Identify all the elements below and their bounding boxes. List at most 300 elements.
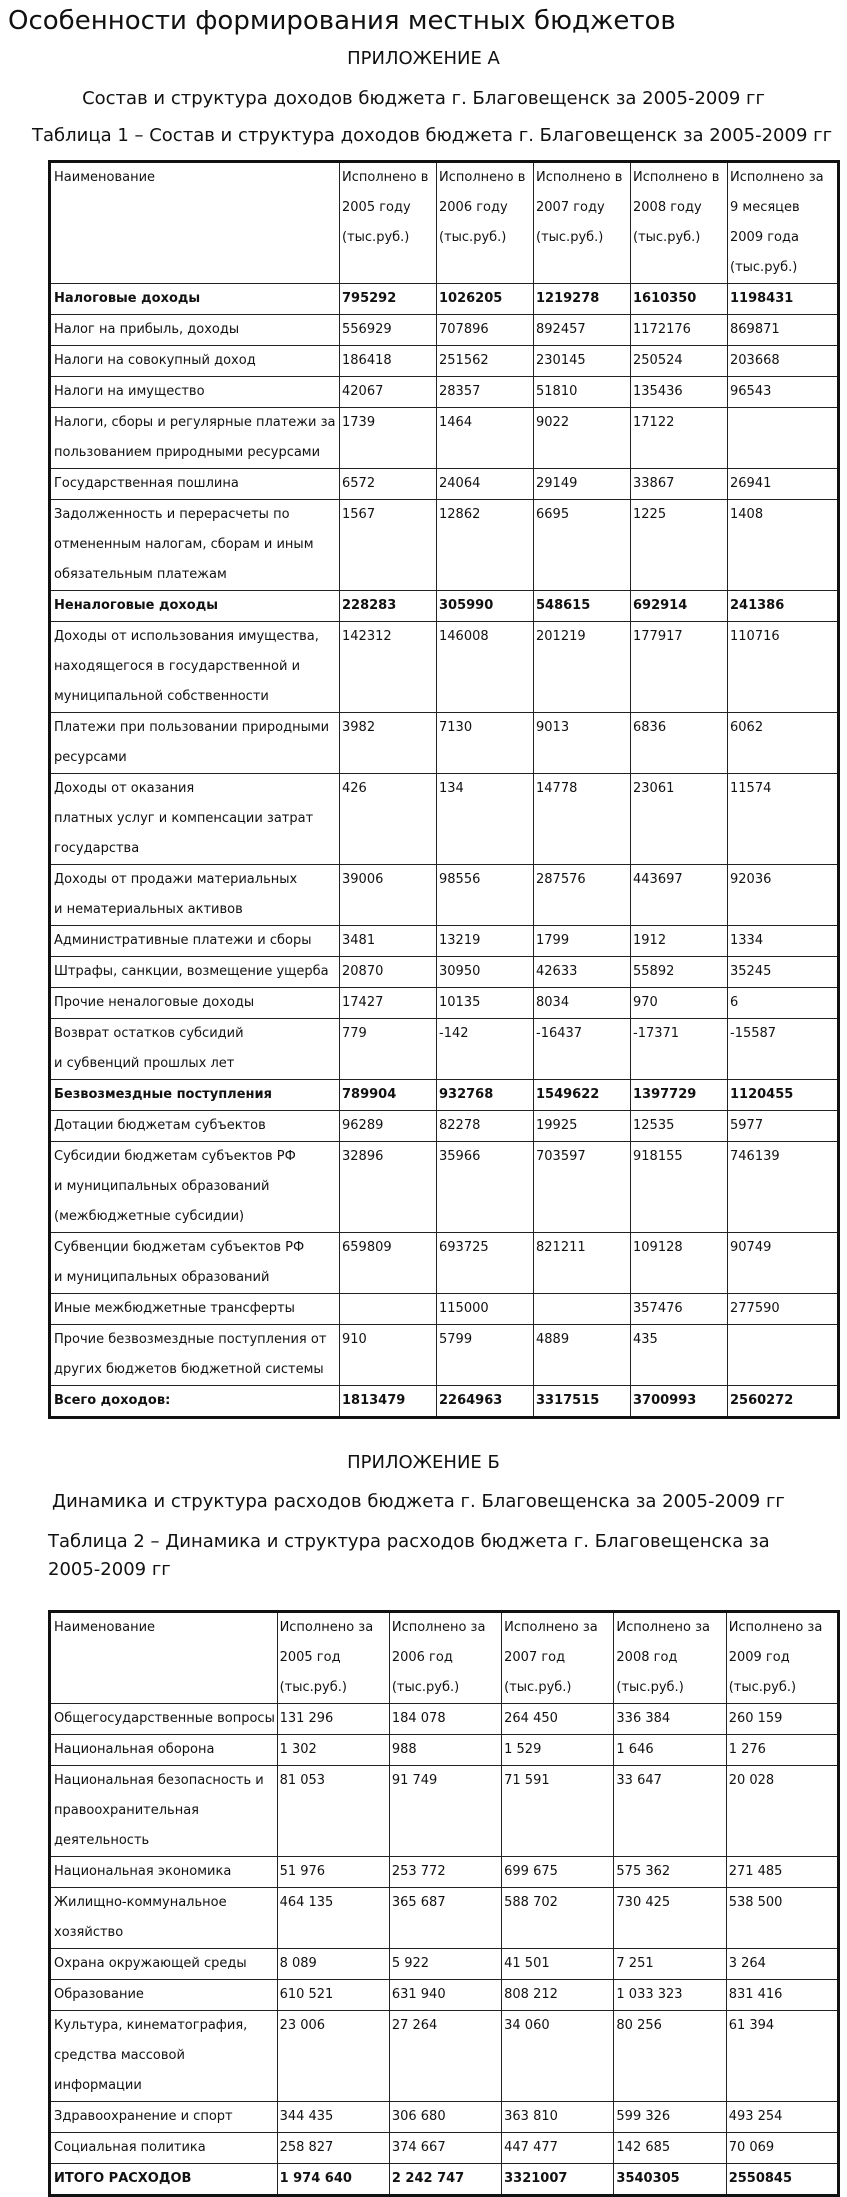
row-name-cell — [50, 1766, 278, 1857]
row-name-cell — [50, 591, 340, 622]
value-cell: 35245 — [728, 957, 839, 988]
row-name-line: Иные межбюджетные трансферты — [54, 1301, 295, 1316]
revenue-row — [50, 408, 839, 469]
page-title: Особенности формирования местных бюджетов — [8, 6, 676, 36]
value-cell: 693725 — [437, 1233, 534, 1294]
row-name-cell — [50, 1233, 340, 1294]
value-cell: 109128 — [631, 1233, 728, 1294]
value-cell: 707896 — [437, 315, 534, 346]
value-cell: 1 276 — [726, 1735, 838, 1766]
value-cell — [340, 1294, 437, 1325]
value-cell: 970 — [631, 988, 728, 1019]
revenue-row — [50, 1080, 839, 1111]
value-cell: 1172176 — [631, 315, 728, 346]
value-cell: 1 646 — [614, 1735, 726, 1766]
value-cell: 92036 — [728, 865, 839, 926]
value-cell: 1408 — [728, 500, 839, 591]
row-name-line: муниципальной собственности — [54, 689, 269, 704]
row-name-line: Образование — [54, 1987, 144, 2002]
value-cell: 131 296 — [277, 1704, 389, 1735]
value-cell: 201219 — [534, 622, 631, 713]
header-cell-line: 2009 год — [728, 1650, 790, 1665]
row-name-line: Национальная безопасность и — [54, 1773, 264, 1788]
header-cell-line: (тыс.руб.) — [342, 230, 410, 245]
row-name-line: пользованием природными ресурсами — [54, 445, 321, 460]
value-cell: 1225 — [631, 500, 728, 591]
row-name-cell — [50, 1325, 340, 1386]
table-header-row — [50, 1612, 839, 1704]
revenue-row — [50, 988, 839, 1019]
value-cell: 96289 — [340, 1111, 437, 1142]
value-cell: 6572 — [340, 469, 437, 500]
value-cell: 1799 — [534, 926, 631, 957]
row-name-line: и муниципальных образований — [54, 1179, 270, 1194]
value-cell: 277590 — [728, 1294, 839, 1325]
header-cell-line: 2007 году — [536, 200, 605, 215]
value-cell: 1739 — [340, 408, 437, 469]
value-cell: 17427 — [340, 988, 437, 1019]
header-cell-line: Исполнено за — [504, 1620, 598, 1635]
value-cell: 795292 — [340, 284, 437, 315]
table-2-caption-line: 2005-2009 гг — [48, 1558, 171, 1580]
value-cell: 443697 — [631, 865, 728, 926]
header-cell-line: 2008 году — [633, 200, 702, 215]
revenue-row — [50, 469, 839, 500]
value-cell: 11574 — [728, 774, 839, 865]
value-cell: 26941 — [728, 469, 839, 500]
row-name-line: Платежи при пользовании природными — [54, 720, 330, 735]
row-name-cell — [50, 1019, 340, 1080]
row-name-line: Возврат остатков субсидий — [54, 1026, 244, 1041]
header-cell-line: Исполнено в — [633, 170, 720, 185]
row-name-line: Общегосударственные вопросы — [54, 1711, 275, 1726]
value-cell: 659809 — [340, 1233, 437, 1294]
header-cell-line: (тыс.руб.) — [504, 1680, 572, 1695]
value-cell: 39006 — [340, 865, 437, 926]
row-name-line: правоохранительная — [54, 1803, 199, 1818]
value-cell: 1198431 — [728, 284, 839, 315]
row-name-line: платных услуг и компенсации затрат — [54, 811, 314, 826]
row-name-line: Субвенции бюджетам субъектов РФ — [54, 1240, 305, 1255]
value-cell: 19925 — [534, 1111, 631, 1142]
revenue-row — [50, 1386, 839, 1418]
value-cell: 4889 — [534, 1325, 631, 1386]
row-name-line: Безвозмездные поступления — [54, 1087, 272, 1102]
value-cell: 287576 — [534, 865, 631, 926]
value-cell: 42633 — [534, 957, 631, 988]
revenue-row — [50, 926, 839, 957]
value-cell: 493 254 — [726, 2102, 838, 2133]
header-cell-line: 9 месяцев — [730, 200, 800, 215]
value-cell: 27 264 — [389, 2011, 501, 2102]
value-cell: 5799 — [437, 1325, 534, 1386]
row-name-line: Государственная пошлина — [54, 476, 239, 491]
value-cell: 32896 — [340, 1142, 437, 1233]
row-name-line: других бюджетов бюджетной системы — [54, 1362, 324, 1377]
row-name-line: Административные платежи и сборы — [54, 933, 312, 948]
revenue-row — [50, 315, 839, 346]
row-name-cell — [50, 1888, 278, 1949]
row-name-line: находящегося в государственной и — [54, 659, 301, 674]
row-name-line: Доходы от продажи материальных — [54, 872, 298, 887]
row-name-cell — [50, 926, 340, 957]
revenue-row — [50, 1019, 839, 1080]
row-name-line: Социальная политика — [54, 2140, 206, 2155]
value-cell: 80 256 — [614, 2011, 726, 2102]
value-cell: 1 033 323 — [614, 1980, 726, 2011]
value-cell: 186418 — [340, 346, 437, 377]
row-name-cell — [50, 2164, 278, 2196]
value-cell: 98556 — [437, 865, 534, 926]
value-cell: 1549622 — [534, 1080, 631, 1111]
expense-row — [50, 1766, 839, 1857]
value-cell: 20 028 — [726, 1766, 838, 1857]
table-1-caption: Таблица 1 – Состав и структура доходов бюджета г. Благовещенск за 2005-2009 гг — [32, 125, 833, 146]
value-cell: 305990 — [437, 591, 534, 622]
value-cell: 599 326 — [614, 2102, 726, 2133]
header-cell-line: Исполнено за — [730, 170, 824, 185]
row-name-line: Культура, кинематография, — [54, 2018, 248, 2033]
row-name-cell — [50, 500, 340, 591]
expense-row — [50, 1704, 839, 1735]
value-cell: 8034 — [534, 988, 631, 1019]
row-name-line: Дотации бюджетам субъектов — [54, 1118, 266, 1133]
row-name-cell — [50, 988, 340, 1019]
header-cell-line: Исполнено за — [279, 1620, 374, 1635]
header-cell-line: (тыс.руб.) — [279, 1680, 347, 1695]
value-cell: 9013 — [534, 713, 631, 774]
value-cell: 1567 — [340, 500, 437, 591]
value-cell: 30950 — [437, 957, 534, 988]
value-cell: 2560272 — [728, 1386, 839, 1418]
value-cell: 23061 — [631, 774, 728, 865]
row-name-line: Национальная экономика — [54, 1864, 232, 1879]
row-name-cell — [50, 1142, 340, 1233]
value-cell: 241386 — [728, 591, 839, 622]
row-name-line: Субсидии бюджетам субъектов РФ — [54, 1149, 296, 1164]
row-name-cell — [50, 315, 340, 346]
header-cell-period — [631, 162, 728, 284]
row-name-cell — [50, 2102, 278, 2133]
header-cell-line: (тыс.руб.) — [391, 1680, 460, 1695]
value-cell: 3321007 — [502, 2164, 614, 2196]
header-cell-line: Исполнено за — [391, 1620, 486, 1635]
expense-row — [50, 1735, 839, 1766]
value-cell: 1 974 640 — [277, 2164, 389, 2196]
value-cell: 821211 — [534, 1233, 631, 1294]
row-name-cell — [50, 957, 340, 988]
row-name-cell — [50, 1857, 278, 1888]
value-cell: 1610350 — [631, 284, 728, 315]
revenue-row — [50, 622, 839, 713]
value-cell: 1026205 — [437, 284, 534, 315]
value-cell: 34 060 — [502, 2011, 614, 2102]
appendix-b-label: ПРИЛОЖЕНИЕ Б — [347, 1452, 500, 1473]
value-cell: 41 501 — [502, 1949, 614, 1980]
row-name-line: деятельность — [54, 1833, 150, 1848]
header-cell-period — [277, 1612, 389, 1704]
value-cell: 365 687 — [389, 1888, 501, 1949]
value-cell: 538 500 — [726, 1888, 838, 1949]
row-name-line: Охрана окружающей среды — [54, 1956, 247, 1971]
header-cell-line: (тыс.руб.) — [633, 230, 701, 245]
value-cell: 932768 — [437, 1080, 534, 1111]
value-cell: 910 — [340, 1325, 437, 1386]
value-cell: 3 264 — [726, 1949, 838, 1980]
revenue-row — [50, 774, 839, 865]
value-cell: 142 685 — [614, 2133, 726, 2164]
value-cell: 177917 — [631, 622, 728, 713]
value-cell: 789904 — [340, 1080, 437, 1111]
value-cell: 203668 — [728, 346, 839, 377]
row-name-cell — [50, 713, 340, 774]
value-cell: 548615 — [534, 591, 631, 622]
value-cell: 146008 — [437, 622, 534, 713]
value-cell: 363 810 — [502, 2102, 614, 2133]
expense-row — [50, 1888, 839, 1949]
revenue-row — [50, 957, 839, 988]
value-cell: 1397729 — [631, 1080, 728, 1111]
row-name-cell — [50, 2011, 278, 2102]
value-cell: 3700993 — [631, 1386, 728, 1418]
row-name-line: Налоговые доходы — [54, 291, 201, 306]
header-cell-line: 2008 год — [616, 1650, 678, 1665]
row-name-line: (межбюджетные субсидии) — [54, 1209, 245, 1224]
revenue-table — [48, 160, 840, 1419]
row-name-cell — [50, 1980, 278, 2011]
value-cell: 250524 — [631, 346, 728, 377]
revenue-row — [50, 591, 839, 622]
row-name-line: и муниципальных образований — [54, 1270, 270, 1285]
row-name-cell — [50, 1704, 278, 1735]
value-cell: 258 827 — [277, 2133, 389, 2164]
expense-row — [50, 1980, 839, 2011]
revenue-row — [50, 1142, 839, 1233]
value-cell: 869871 — [728, 315, 839, 346]
value-cell: 892457 — [534, 315, 631, 346]
expense-table — [48, 1610, 840, 2197]
expense-row — [50, 2102, 839, 2133]
value-cell: 2 242 747 — [389, 2164, 501, 2196]
value-cell: 631 940 — [389, 1980, 501, 2011]
value-cell: 20870 — [340, 957, 437, 988]
value-cell: 28357 — [437, 377, 534, 408]
value-cell: 588 702 — [502, 1888, 614, 1949]
value-cell — [728, 408, 839, 469]
revenue-row — [50, 346, 839, 377]
value-cell: 5977 — [728, 1111, 839, 1142]
value-cell: 61 394 — [726, 2011, 838, 2102]
header-cell-line: 2006 год — [391, 1650, 453, 1665]
row-name-line: Налоги на совокупный доход — [54, 353, 256, 368]
value-cell: 251562 — [437, 346, 534, 377]
header-cell-line: Исполнено в — [439, 170, 526, 185]
value-cell: 230145 — [534, 346, 631, 377]
value-cell: 70 069 — [726, 2133, 838, 2164]
value-cell: 12862 — [437, 500, 534, 591]
header-cell-line: (тыс.руб.) — [730, 260, 798, 275]
row-name-cell — [50, 1735, 278, 1766]
row-name-line: средства массовой информации — [54, 2048, 185, 2093]
value-cell: 184 078 — [389, 1704, 501, 1735]
row-name-cell — [50, 1949, 278, 1980]
table-2-caption-line: Таблица 2 – Динамика и структура расходов бюджета г. Благовещенска за — [48, 1531, 770, 1552]
header-cell-line: (тыс.руб.) — [536, 230, 604, 245]
revenue-row — [50, 377, 839, 408]
value-cell: 610 521 — [277, 1980, 389, 2011]
value-cell: 464 135 — [277, 1888, 389, 1949]
header-cell-period — [437, 162, 534, 284]
value-cell: 730 425 — [614, 1888, 726, 1949]
header-cell-period — [728, 162, 839, 284]
value-cell: -16437 — [534, 1019, 631, 1080]
row-name-cell — [50, 1080, 340, 1111]
value-cell: 1219278 — [534, 284, 631, 315]
revenue-row — [50, 1294, 839, 1325]
value-cell: 703597 — [534, 1142, 631, 1233]
value-cell — [534, 1294, 631, 1325]
revenue-row — [50, 713, 839, 774]
value-cell: 3481 — [340, 926, 437, 957]
row-name-line: Прочие неналоговые доходы — [54, 995, 255, 1010]
row-name-line: Налоги, сборы и регулярные платежи за — [54, 415, 336, 430]
header-cell-name: Наименование — [50, 162, 340, 284]
value-cell: 3540305 — [614, 2164, 726, 2196]
value-cell: 306 680 — [389, 2102, 501, 2133]
value-cell: 447 477 — [502, 2133, 614, 2164]
row-name-line: и нематериальных активов — [54, 902, 243, 917]
value-cell: 831 416 — [726, 1980, 838, 2011]
value-cell: 71 591 — [502, 1766, 614, 1857]
revenue-row — [50, 284, 839, 315]
value-cell: 9022 — [534, 408, 631, 469]
header-cell-line: 2005 году — [342, 200, 411, 215]
appendix-a-label: ПРИЛОЖЕНИЕ А — [347, 48, 500, 69]
expense-row — [50, 2011, 839, 2102]
row-name-line: Неналоговые доходы — [54, 598, 218, 613]
value-cell: 556929 — [340, 315, 437, 346]
value-cell: 35966 — [437, 1142, 534, 1233]
value-cell: 1334 — [728, 926, 839, 957]
value-cell: 260 159 — [726, 1704, 838, 1735]
row-name-line: ИТОГО РАСХОДОВ — [54, 2171, 192, 2186]
value-cell: 7130 — [437, 713, 534, 774]
row-name-line: и субвенций прошлых лет — [54, 1056, 235, 1071]
row-name-line: Доходы от оказания — [54, 781, 195, 796]
value-cell: -142 — [437, 1019, 534, 1080]
value-cell: 2550845 — [726, 2164, 838, 2196]
row-name-cell — [50, 622, 340, 713]
value-cell: 33 647 — [614, 1766, 726, 1857]
value-cell: 271 485 — [726, 1857, 838, 1888]
row-name-line: Налог на прибыль, доходы — [54, 322, 240, 337]
value-cell: 24064 — [437, 469, 534, 500]
row-name-cell — [50, 469, 340, 500]
row-name-line: Прочие безвозмездные поступления от — [54, 1332, 327, 1347]
value-cell: 699 675 — [502, 1857, 614, 1888]
header-cell-line: Исполнено за — [616, 1620, 711, 1635]
value-cell: 42067 — [340, 377, 437, 408]
value-cell: 17122 — [631, 408, 728, 469]
value-cell: 746139 — [728, 1142, 839, 1233]
header-cell-line: 2007 год — [504, 1650, 566, 1665]
value-cell — [728, 1325, 839, 1386]
appendix-a-subtitle: Состав и структура доходов бюджета г. Благовещенск за 2005-2009 гг — [82, 88, 765, 109]
header-cell-line: (тыс.руб.) — [439, 230, 507, 245]
value-cell: 96543 — [728, 377, 839, 408]
value-cell: 110716 — [728, 622, 839, 713]
value-cell: 808 212 — [502, 1980, 614, 2011]
table-2-caption — [48, 1528, 770, 1584]
value-cell: 1464 — [437, 408, 534, 469]
value-cell: 12535 — [631, 1111, 728, 1142]
value-cell: 55892 — [631, 957, 728, 988]
row-name-line: Доходы от использования имущества, — [54, 629, 319, 644]
value-cell: 29149 — [534, 469, 631, 500]
value-cell: 357476 — [631, 1294, 728, 1325]
value-cell: 33867 — [631, 469, 728, 500]
revenue-row — [50, 865, 839, 926]
value-cell: 6 — [728, 988, 839, 1019]
value-cell: 3982 — [340, 713, 437, 774]
value-cell: 91 749 — [389, 1766, 501, 1857]
header-cell-name: Наименование — [50, 1612, 278, 1704]
value-cell: 90749 — [728, 1233, 839, 1294]
value-cell: 253 772 — [389, 1857, 501, 1888]
header-cell-period — [389, 1612, 501, 1704]
value-cell: 344 435 — [277, 2102, 389, 2133]
value-cell: 6062 — [728, 713, 839, 774]
row-name-cell — [50, 2133, 278, 2164]
header-cell-line: Исполнено в — [536, 170, 623, 185]
revenue-row — [50, 500, 839, 591]
header-cell-line: 2005 год — [279, 1650, 341, 1665]
value-cell: 13219 — [437, 926, 534, 957]
row-name-cell — [50, 774, 340, 865]
row-name-cell — [50, 1386, 340, 1418]
header-cell-period — [340, 162, 437, 284]
value-cell: 264 450 — [502, 1704, 614, 1735]
row-name-cell — [50, 1294, 340, 1325]
header-cell-line: Исполнено в — [342, 170, 429, 185]
row-name-line: Жилищно-коммунальное — [54, 1895, 227, 1910]
row-name-line: обязательным платежам — [54, 567, 227, 582]
row-name-cell — [50, 408, 340, 469]
value-cell: 7 251 — [614, 1949, 726, 1980]
value-cell: 142312 — [340, 622, 437, 713]
row-name-line: Всего доходов: — [54, 1393, 171, 1408]
value-cell: 81 053 — [277, 1766, 389, 1857]
header-cell-period — [502, 1612, 614, 1704]
value-cell: 134 — [437, 774, 534, 865]
revenue-row — [50, 1111, 839, 1142]
value-cell: 1 302 — [277, 1735, 389, 1766]
value-cell: 51810 — [534, 377, 631, 408]
value-cell: 426 — [340, 774, 437, 865]
row-name-cell — [50, 865, 340, 926]
value-cell: 1120455 — [728, 1080, 839, 1111]
value-cell: 2264963 — [437, 1386, 534, 1418]
expense-row — [50, 2164, 839, 2196]
value-cell: 374 667 — [389, 2133, 501, 2164]
header-cell-period — [726, 1612, 838, 1704]
value-cell: 336 384 — [614, 1704, 726, 1735]
value-cell: 575 362 — [614, 1857, 726, 1888]
value-cell: 918155 — [631, 1142, 728, 1233]
value-cell: 14778 — [534, 774, 631, 865]
revenue-row — [50, 1233, 839, 1294]
row-name-line: Задолженность и перерасчеты по — [54, 507, 290, 522]
